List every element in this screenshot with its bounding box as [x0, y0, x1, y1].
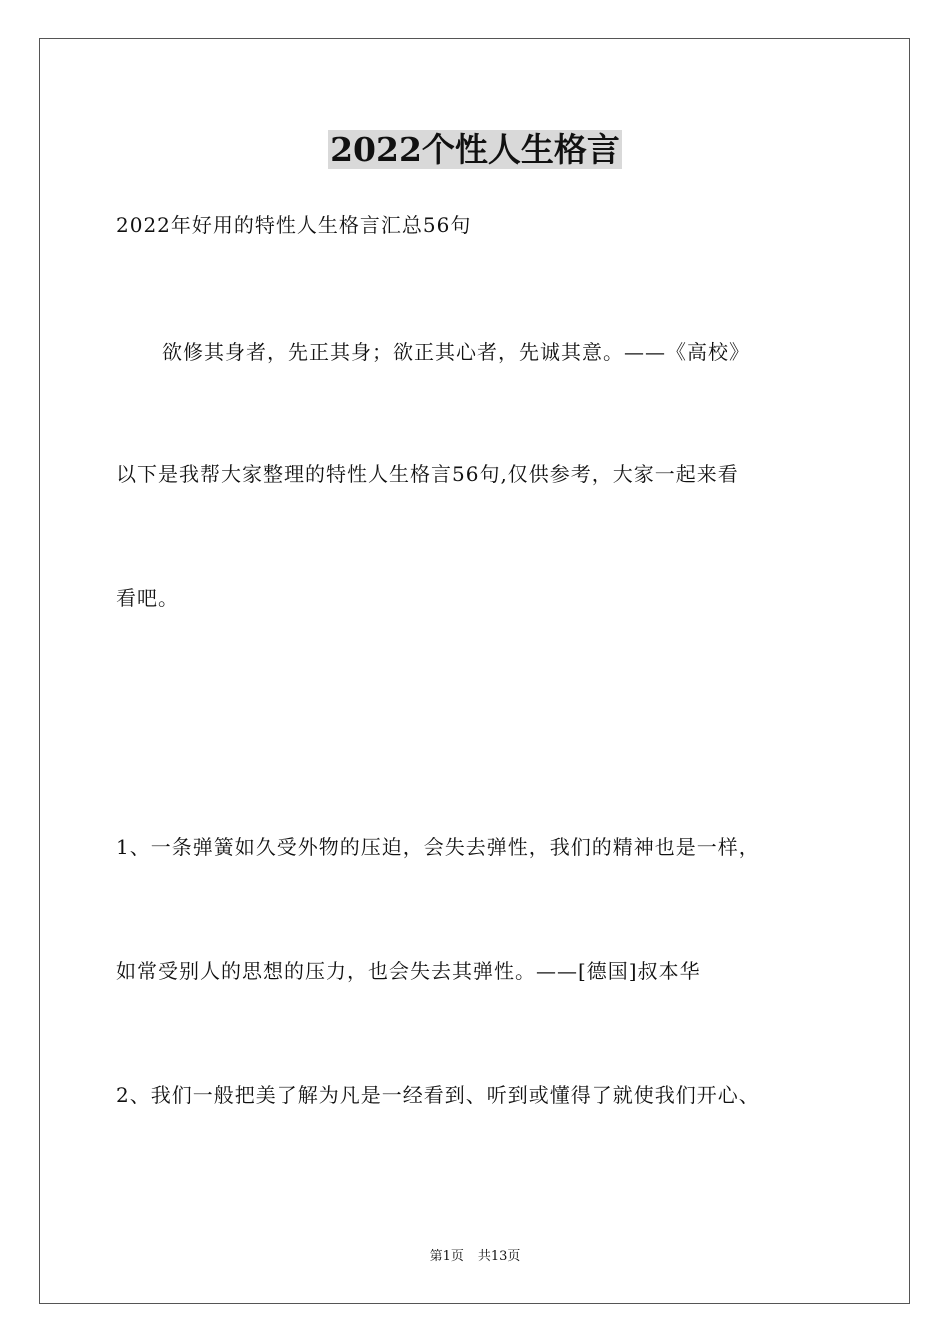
page-footer	[0, 1248, 950, 1266]
page-number: 第1页	[429, 1249, 464, 1264]
document-title-text: 2022个性人生格言	[330, 130, 620, 169]
subtitle-line: 2022年好用的特性人生格言汇总56句	[116, 213, 472, 237]
intro-line-1: 以下是我帮大家整理的特性人生格言56句,仅供参考，大家一起来看	[116, 462, 739, 486]
page-total: 共13页	[477, 1249, 521, 1264]
item-1-line-1: 1、一条弹簧如久受外物的压迫，会失去弹性，我们的精神也是一样，	[116, 835, 760, 859]
quote-line: 欲修其身者，先正其身；欲正其心者，先诚其意。——《高校》	[162, 340, 750, 364]
item-2-line-1: 2、我们一般把美了解为凡是一经看到、听到或懂得了就使我们开心、	[116, 1083, 760, 1107]
document-title	[0, 128, 950, 172]
intro-line-2: 看吧。	[116, 586, 179, 610]
item-1-line-2: 如常受别人的思想的压力，也会失去其弹性。——[德国]叔本华	[116, 959, 701, 983]
